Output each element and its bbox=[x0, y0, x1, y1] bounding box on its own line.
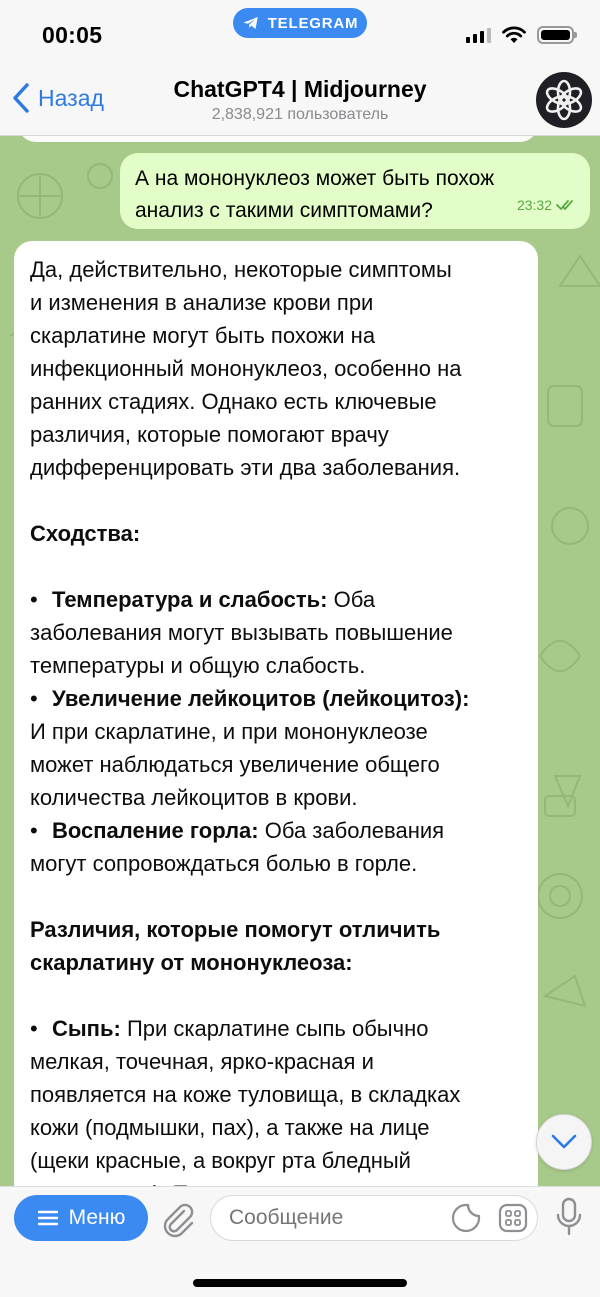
chat-area[interactable] bbox=[0, 136, 600, 1186]
section-heading: скарлатину от мононуклеоза: bbox=[30, 950, 353, 975]
system-icons bbox=[466, 26, 574, 44]
text-line: И при скарлатине, и при мононуклеозе bbox=[30, 719, 428, 744]
bot-commands-icon[interactable] bbox=[498, 1203, 528, 1233]
telegram-badge[interactable] bbox=[233, 8, 367, 38]
list-item-text: Оба заболевания bbox=[258, 818, 445, 843]
cellular-signal-icon bbox=[466, 27, 491, 43]
status-bar bbox=[0, 0, 600, 64]
outgoing-line: анализ с такими симптомами? bbox=[135, 199, 433, 222]
text-line: могут сопровождаться болью в горле. bbox=[30, 851, 418, 876]
list-item: • Воспаление горла: Оба заболевания bbox=[30, 818, 445, 843]
list-item: • Температура и слабость: Оба bbox=[30, 587, 376, 612]
wifi-icon bbox=[501, 26, 527, 44]
microphone-icon[interactable] bbox=[554, 1197, 584, 1237]
outgoing-message[interactable] bbox=[120, 153, 590, 229]
list-item-title: Увеличение лейкоцитов (лейкоцитоз): bbox=[52, 686, 470, 711]
sticker-icon[interactable] bbox=[451, 1203, 481, 1233]
list-item-text: При скарлатине сыпь обычно bbox=[120, 1016, 429, 1041]
scroll-to-bottom-button[interactable] bbox=[536, 1114, 592, 1170]
menu-label: Меню bbox=[68, 1206, 126, 1229]
message-input[interactable] bbox=[210, 1195, 538, 1241]
section-heading: Различия, которые помогут отличить bbox=[30, 917, 441, 942]
menu-lines-icon bbox=[37, 1209, 59, 1227]
text-line: и изменения в анализе крови при bbox=[30, 290, 374, 315]
list-item: • Увеличение лейкоцитов (лейкоцитоз): bbox=[30, 686, 470, 711]
message-meta bbox=[517, 189, 576, 221]
telegram-badge-label: TELEGRAM bbox=[267, 14, 359, 32]
list-item-title: Сыпь: bbox=[52, 1016, 121, 1041]
text-line: температуры и общую слабость. bbox=[30, 653, 366, 678]
incoming-message[interactable] bbox=[14, 241, 538, 1241]
list-item-title: Воспаление горла: bbox=[52, 818, 259, 843]
text-line: (щеки красные, а вокруг рта бледный bbox=[30, 1148, 411, 1173]
text-line: заболевания могут вызывать повышение bbox=[30, 620, 453, 645]
battery-icon bbox=[537, 26, 574, 44]
text-line: может наблюдаться увеличение общего bbox=[30, 752, 440, 777]
avatar[interactable] bbox=[536, 72, 592, 128]
chat-title[interactable]: ChatGPT4 | Midjourney bbox=[173, 76, 427, 102]
chatgpt-logo-icon bbox=[541, 77, 587, 123]
text-line: кожи (подмышки, пах), а также на лице bbox=[30, 1115, 430, 1140]
member-count: 2,838,921 пользователь bbox=[211, 106, 389, 123]
chevron-down-icon bbox=[550, 1133, 578, 1151]
double-check-icon bbox=[556, 199, 576, 211]
text-line: ранних стадиях. Однако есть ключевые bbox=[30, 389, 437, 414]
menu-button[interactable] bbox=[14, 1195, 148, 1241]
chat-header bbox=[0, 64, 600, 136]
outgoing-line: А на мононуклеоз может быть похож bbox=[135, 167, 495, 190]
section-heading: Сходства: bbox=[30, 521, 141, 546]
home-indicator bbox=[193, 1279, 407, 1287]
text-line: различия, которые помогают врачу bbox=[30, 422, 389, 447]
back-label: Назад bbox=[38, 84, 104, 111]
list-item-text: Оба bbox=[327, 587, 376, 612]
paperclip-icon[interactable] bbox=[160, 1199, 196, 1237]
text-line: появляется на коже туловища, в складках bbox=[30, 1082, 461, 1107]
text-line: инфекционный мононуклеоз, особенно на bbox=[30, 356, 462, 381]
text-line: скарлатине могут быть похожи на bbox=[30, 323, 376, 348]
text-line: дифференцировать эти два заболевания. bbox=[30, 455, 461, 480]
text-line: Да, действительно, некоторые симптомы bbox=[30, 257, 452, 282]
telegram-icon bbox=[242, 14, 260, 32]
list-item-title: Температура и слабость: bbox=[52, 587, 328, 612]
status-time: 00:05 bbox=[42, 22, 103, 48]
text-line: мелкая, точечная, ярко-красная и bbox=[30, 1049, 374, 1074]
text-line: количества лейкоцитов в крови. bbox=[30, 785, 358, 810]
list-item: • Сыпь: При скарлатине сыпь обычно bbox=[30, 1016, 429, 1041]
message-time: 23:32 bbox=[516, 197, 552, 213]
